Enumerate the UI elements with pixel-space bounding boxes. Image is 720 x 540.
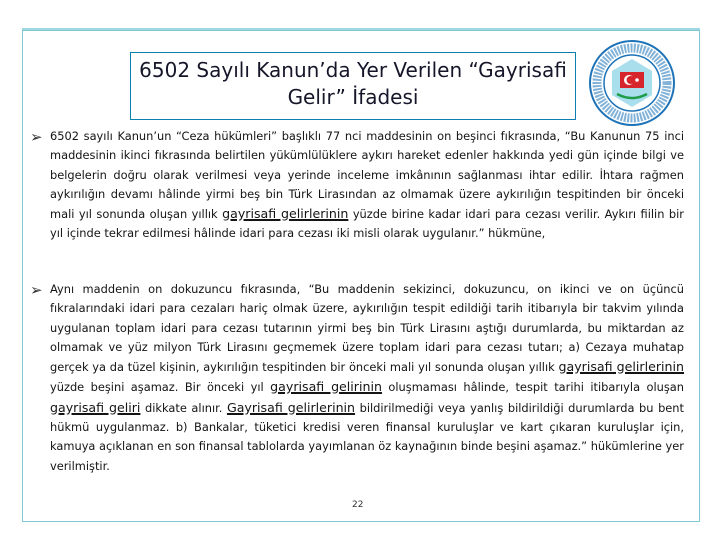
ministry-logo <box>587 38 677 128</box>
highlighted-term: gayrisafi geliri <box>50 399 141 415</box>
bullet-paragraph: 6502 sayılı Kanun’un “Ceza hükümleri” başlıklı 77 nci maddesinin on beşinci fıkrasında, “Bu Kanunun 75 inci maddesinin ikinci fıkrasında belirtilen yükümlülüklere aykırı hareket edenler hakkında yedi gün içinde bilgi ve belgelerin doğru olarak verilmesi veya yerinde inceleme imkânının sağlanması ihtar edilir. İhtara rağmen aykırılığın devamı hâlinde yirmi beş bin Türk Lirasından az olmamak üzere aykırılığın tespitinden bir önceki mali yıl sonunda oluşan yıllık gayrisafi gelirlerinin yüzde birine kadar idari para cezası verilir. Aykırı fiilin bir yıl içinde tekrar edilmesi hâlinde idari para cezası iki misli olarak uygulanır.” hükmüne, <box>50 129 684 241</box>
arrow-bullet-icon: ➢ <box>30 128 43 146</box>
slide-title: 6502 Sayılı Kanun’da Yer Verilen “Gayrisafi Gelir” İfadesi <box>139 58 567 109</box>
star-icon <box>635 78 639 82</box>
highlighted-term: gayrisafi gelirlerinin <box>558 359 684 375</box>
highlighted-term: gayrisafi gelirlerinin <box>222 206 349 222</box>
bullet-paragraph: Aynı maddenin on dokuzuncu fıkrasında, “Bu maddenin sekizinci, dokuzuncu, on ikinci ve on üçüncü fıkralarındaki idari para cezaları hariç olmak üzere, aykırılığın tespit edildiği tarih itibarıyla bir takvim yılında uygulanan toplam idari para cezası tutarının yirmi beş bin Türk Lirasını aştığı durumlarda, bu miktardan az olmamak ve yüz milyon Türk Lirasını geçmemek üzere toplam idari para cezası tutarı; a) Cezaya muhatap gerçek ya da tüzel kişinin, aykırılığın tespitinden bir önceki mali yıl sonunda oluşan yıllık gayrisafi gelirlerinin yüzde beşini aşamaz. Bir önceki yıl gayrisafi gelirinin oluşmaması hâlinde, tespit tarihi itibarıyla oluşan gayrisafi geliri dikkate alınır. Gayrisafi gelirlerinin bildirilmediği veya yanlış bildirildiği durumlarda bu bent hükmü uygulanmaz. b) Bankalar, tüketici kredisi veren finansal kuruluşlar ve kart çıkaran kuruluşlar için, kamuya açıklanan en son finansal tablolarda yayımlanan öz kaynağının binde beşini aşamaz.” hükümlerine yer verilmiştir. <box>50 282 685 473</box>
arrow-bullet-icon: ➢ <box>30 281 43 299</box>
page-number: 22 <box>352 500 364 510</box>
highlighted-term: Gayrisafi gelirlerinin <box>226 399 356 415</box>
highlighted-term: gayrisafi gelirinin <box>270 379 382 395</box>
